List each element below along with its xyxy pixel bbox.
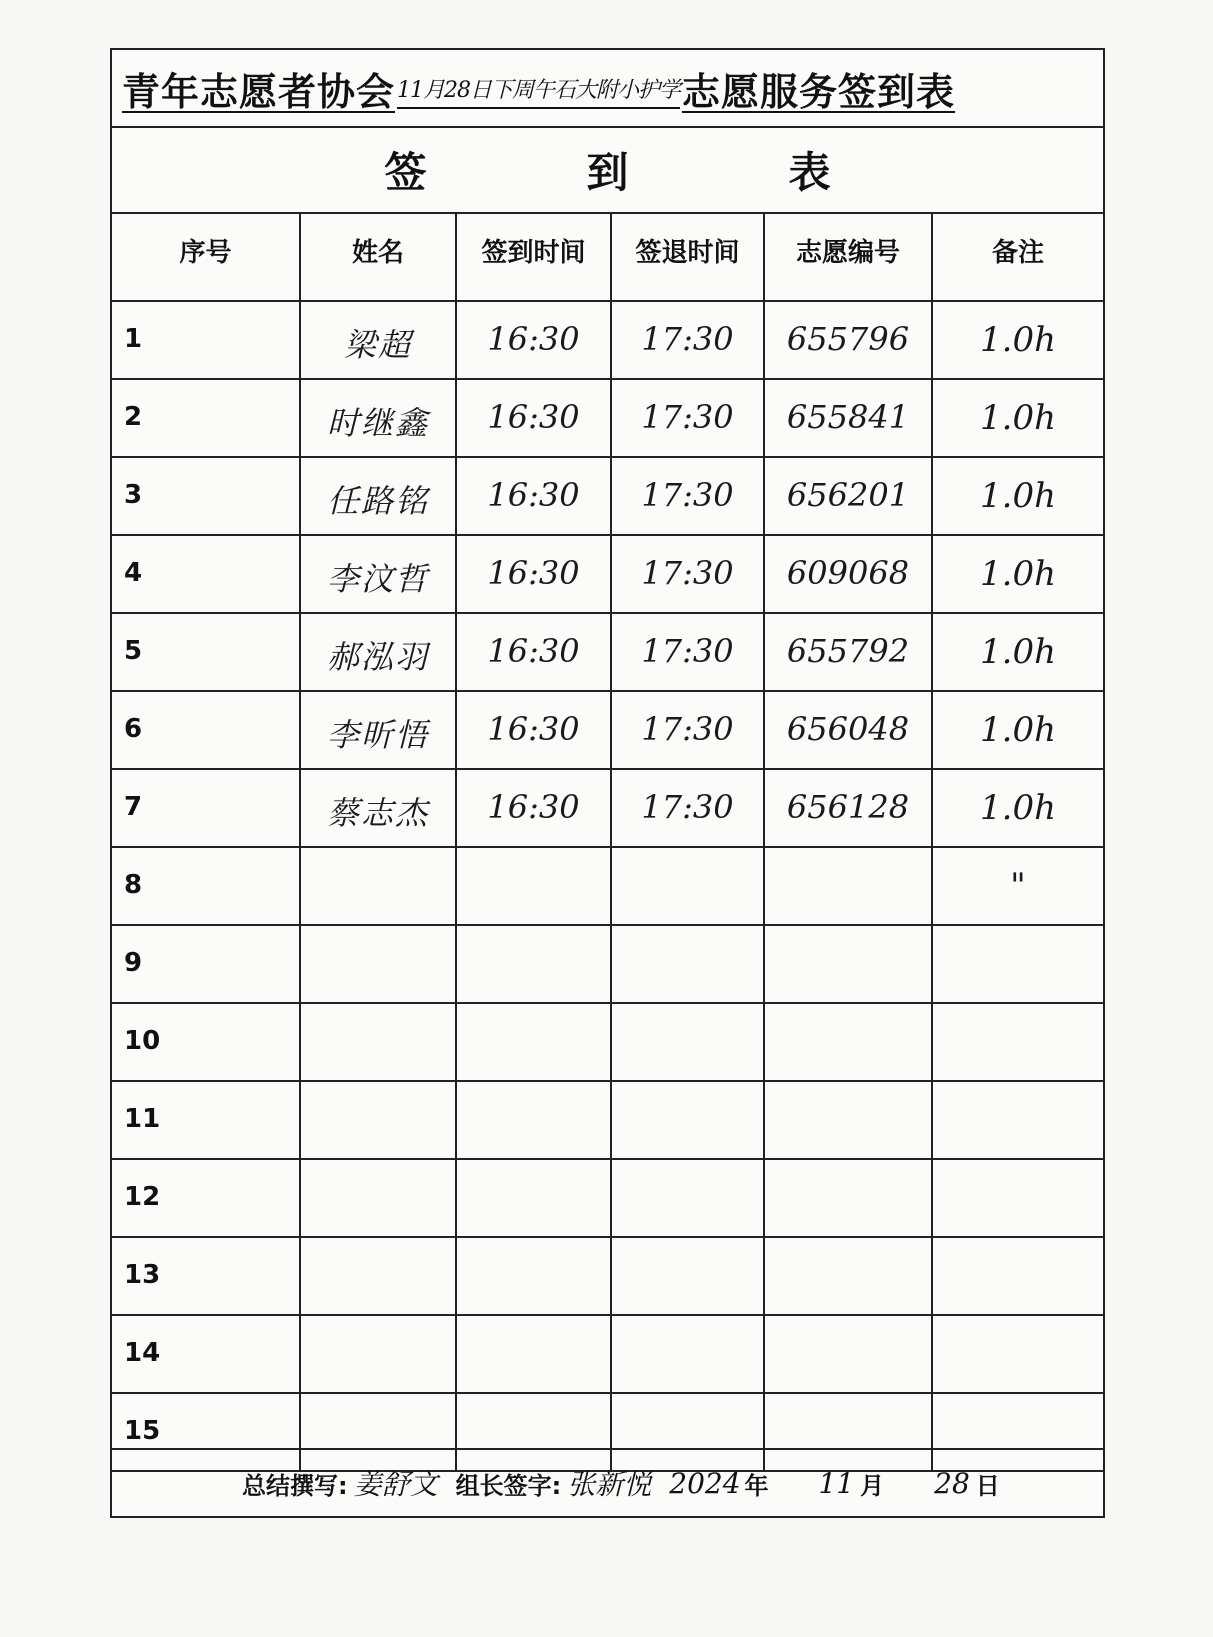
table-row	[112, 769, 1103, 847]
row-volunteer-id	[764, 1237, 932, 1315]
row-seq: 15	[112, 1393, 300, 1471]
table-row	[112, 301, 1103, 379]
date-month-unit: 月	[860, 1471, 885, 1500]
row-volunteer-id: 655796	[764, 301, 932, 379]
table-row	[112, 1237, 1103, 1315]
row-name	[300, 847, 456, 925]
column-header-sign-out: 签退时间	[611, 213, 764, 301]
row-sign-out-time	[611, 1081, 764, 1159]
row-seq: 5	[112, 613, 300, 691]
row-volunteer-id	[764, 925, 932, 1003]
row-name	[300, 1315, 456, 1393]
row-sign-in-time	[456, 1159, 611, 1237]
column-header-sign-in: 签到时间	[456, 213, 611, 301]
row-note	[932, 1237, 1103, 1315]
date-month: 11	[818, 1466, 855, 1500]
column-header-volunteer-id: 志愿编号	[764, 213, 932, 301]
row-volunteer-id: 656201	[764, 457, 932, 535]
row-volunteer-id: 655792	[764, 613, 932, 691]
row-note: "	[932, 847, 1103, 925]
row-sign-out-time: 17:30	[611, 613, 764, 691]
row-sign-out-time	[611, 1003, 764, 1081]
leader-signature: 张新悦	[567, 1468, 652, 1501]
row-note: 1.0h	[932, 379, 1103, 457]
row-volunteer-id: 656048	[764, 691, 932, 769]
table-row	[112, 1081, 1103, 1159]
row-seq: 11	[112, 1081, 300, 1159]
row-volunteer-id	[764, 1159, 932, 1237]
title-suffix: 志愿服务签到表	[682, 69, 956, 114]
footer-row	[112, 1448, 1103, 1516]
row-name	[300, 1081, 456, 1159]
row-seq: 9	[112, 925, 300, 1003]
row-volunteer-id	[764, 847, 932, 925]
row-sign-in-time: 16:30	[456, 691, 611, 769]
row-sign-in-time: 16:30	[456, 769, 611, 847]
row-name	[300, 1159, 456, 1237]
table-row	[112, 535, 1103, 613]
row-sign-out-time: 17:30	[611, 301, 764, 379]
row-name: 李汶哲	[300, 535, 456, 613]
date-day-unit: 日	[975, 1471, 1000, 1500]
row-sign-in-time: 16:30	[456, 379, 611, 457]
row-name: 任路铭	[300, 457, 456, 535]
row-sign-out-time: 17:30	[611, 691, 764, 769]
row-name: 时继鑫	[300, 379, 456, 457]
table-row	[112, 691, 1103, 769]
summary-writer-signature: 姜舒文	[353, 1468, 438, 1501]
header-row	[112, 213, 1103, 301]
table-row	[112, 1315, 1103, 1393]
sign-in-table	[112, 212, 1103, 1472]
row-note	[932, 1003, 1103, 1081]
row-sign-out-time: 17:30	[611, 535, 764, 613]
row-sign-in-time: 16:30	[456, 535, 611, 613]
row-sign-in-time	[456, 1003, 611, 1081]
table-row	[112, 1003, 1103, 1081]
row-seq: 3	[112, 457, 300, 535]
table-row	[112, 379, 1103, 457]
row-volunteer-id: 655841	[764, 379, 932, 457]
row-note: 1.0h	[932, 691, 1103, 769]
table-row	[112, 847, 1103, 925]
row-sign-out-time: 17:30	[611, 457, 764, 535]
row-sign-in-time	[456, 1237, 611, 1315]
row-seq: 1	[112, 301, 300, 379]
row-note: 1.0h	[932, 613, 1103, 691]
row-note: 1.0h	[932, 301, 1103, 379]
row-note	[932, 925, 1103, 1003]
row-seq: 14	[112, 1315, 300, 1393]
row-sign-in-time: 16:30	[456, 613, 611, 691]
row-seq: 13	[112, 1237, 300, 1315]
row-volunteer-id: 656128	[764, 769, 932, 847]
row-name	[300, 925, 456, 1003]
row-note: 1.0h	[932, 457, 1103, 535]
row-sign-in-time	[456, 1081, 611, 1159]
row-sign-in-time	[456, 925, 611, 1003]
row-note	[932, 1315, 1103, 1393]
date-year-unit: 年	[744, 1471, 769, 1500]
row-sign-in-time: 16:30	[456, 301, 611, 379]
row-seq: 6	[112, 691, 300, 769]
subtitle-row	[112, 128, 1103, 214]
table-row	[112, 613, 1103, 691]
column-header-name: 姓名	[300, 213, 456, 301]
row-note	[932, 1081, 1103, 1159]
table-row	[112, 925, 1103, 1003]
row-seq: 12	[112, 1159, 300, 1237]
table-row	[112, 457, 1103, 535]
row-sign-out-time	[611, 1237, 764, 1315]
date-year: 2024	[669, 1466, 741, 1500]
row-note	[932, 1159, 1103, 1237]
row-name: 李昕悟	[300, 691, 456, 769]
row-sign-out-time	[611, 925, 764, 1003]
row-seq: 8	[112, 847, 300, 925]
row-sign-out-time	[611, 1159, 764, 1237]
row-volunteer-id	[764, 1315, 932, 1393]
row-seq: 2	[112, 379, 300, 457]
title-org: 青年志愿者协会	[122, 69, 396, 114]
row-sign-in-time	[456, 1315, 611, 1393]
leader-label: 组长签字:	[455, 1471, 562, 1500]
row-seq: 4	[112, 535, 300, 613]
row-sign-out-time: 17:30	[611, 769, 764, 847]
column-header-note: 备注	[932, 213, 1103, 301]
sign-in-sheet	[110, 48, 1105, 1518]
row-seq: 7	[112, 769, 300, 847]
row-sign-out-time	[611, 847, 764, 925]
title-row	[112, 50, 1103, 128]
date-day: 28	[934, 1466, 970, 1500]
row-sign-in-time	[456, 847, 611, 925]
row-volunteer-id	[764, 1003, 932, 1081]
table-row	[112, 1159, 1103, 1237]
column-header-seq: 序号	[112, 213, 300, 301]
subtitle: 签到表	[384, 148, 991, 197]
row-note: 1.0h	[932, 769, 1103, 847]
row-sign-out-time	[611, 1315, 764, 1393]
row-name	[300, 1003, 456, 1081]
row-volunteer-id	[764, 1081, 932, 1159]
row-volunteer-id: 609068	[764, 535, 932, 613]
row-seq: 10	[112, 1003, 300, 1081]
row-sign-in-time: 16:30	[456, 457, 611, 535]
title-handwritten-event: 11月28日下周午石大附小护学	[397, 77, 681, 103]
row-name: 郝泓羽	[300, 613, 456, 691]
row-name: 梁超	[300, 301, 456, 379]
row-sign-out-time: 17:30	[611, 379, 764, 457]
row-name: 蔡志杰	[300, 769, 456, 847]
summary-label: 总结撰写:	[242, 1471, 348, 1500]
row-note: 1.0h	[932, 535, 1103, 613]
row-name	[300, 1237, 456, 1315]
